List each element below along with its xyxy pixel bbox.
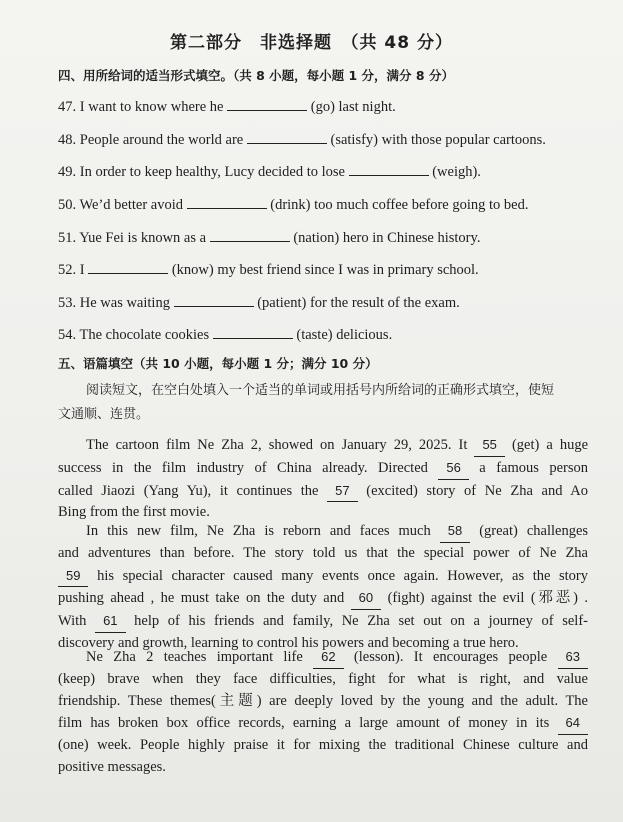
question-48 [58,131,546,149]
question-hint: (drink) too much coffee before going to bed. [270,197,529,213]
answer-blank[interactable] [88,261,168,274]
line-text: help of his friends and family, Ne Zha set out on a journey of self- [134,613,588,630]
passage-line [58,712,588,735]
instruction-line: 阅读短文，在空白处填入一个适当的单词或用括号内所给词的正确形式填空，使短 [86,383,555,398]
answer-blank[interactable] [187,196,267,209]
question-hint: (patient) for the result of the exam. [257,295,460,311]
section-5-header: 五、语篇填空（共 10 小题，每小题 1 分；满分 10 分） [58,356,378,371]
question-hint: (satisfy) with those popular cartoons. [330,132,546,148]
line-text: success in the film industry of China already. Directed [58,459,428,476]
passage-paragraph-3 [58,646,588,779]
line-text: (lesson). It encourages people [353,649,548,665]
answer-blank[interactable] [174,294,254,307]
answer-blank[interactable] [213,326,293,339]
line-text: Ne Zha 2 teaches important life [86,649,303,665]
question-51 [58,229,480,247]
page-title: 第二部分 非选择题 （共 48 分） [170,33,453,53]
question-text: 50. We’d better avoid [58,197,183,213]
line-text: film has broken box office records, earning a large amount of money in its [58,715,550,732]
passage-line [58,565,588,588]
question-54 [58,326,392,344]
line-text: his special character caused many events once again. However, as the story [97,567,589,584]
blank-61[interactable]: 61 [95,610,125,633]
question-49 [58,163,481,181]
passage-line [58,520,588,543]
blank-64[interactable]: 64 [558,712,588,735]
question-hint: (know) my best friend since I was in primary school. [171,262,479,278]
blank-62[interactable]: 62 [313,646,343,669]
passage-line: and adventures than before. The story told us that the special power of Ne Zha [58,544,588,561]
question-text: 49. In order to keep healthy, Lucy decided to lose [58,164,345,180]
line-text: called Jiaozi (Yang Yu), it continues the [58,482,319,499]
line-text: (great) challenges [479,523,589,539]
passage-line: (one) week. People highly praise it for mixing the traditional Chinese culture and [58,737,588,754]
question-text: 52. I [58,262,85,278]
instruction-line: 文通顺、连贯。 [58,407,150,422]
answer-blank[interactable] [247,131,327,144]
answer-blank[interactable] [227,98,307,111]
blank-57[interactable]: 57 [327,480,357,503]
question-52 [58,261,479,279]
question-text: 51. Yue Fei is known as a [58,230,207,246]
passage-paragraph-1 [58,434,588,524]
question-hint: (go) last night. [310,99,396,115]
question-53 [58,294,460,312]
question-50 [58,196,528,214]
blank-56[interactable]: 56 [438,457,468,480]
question-hint: (taste) delicious. [296,327,393,343]
blank-58[interactable]: 58 [440,520,470,543]
passage-line [58,457,588,480]
section-5-instruction [58,379,588,427]
line-text: (get) a huge [511,437,589,453]
question-hint: (nation) hero in Chinese history. [293,230,481,246]
question-hint: (weigh). [432,164,481,180]
line-text: (excited) story of Ne Zha and Ao [366,482,589,499]
passage-line: friendship. These themes(主题) are deeply loved by the young and the adult. The [58,692,588,709]
blank-55[interactable]: 55 [474,434,504,457]
section-4-header: 四、用所给词的适当形式填空。（共 8 小题，每小题 1 分，满分 8 分） [58,68,454,83]
line-text: With [58,613,87,630]
passage-line [58,480,588,503]
line-text: a famous person [479,459,589,476]
passage-line [58,434,588,457]
passage-line: Bing from the first movie. [58,504,210,521]
question-47 [58,98,396,116]
question-text: 48. People around the world are [58,132,244,148]
line-text: The cartoon film Ne Zha 2, showed on January 29, 2025. It [86,437,468,453]
passage-line: positive messages. [58,758,166,775]
passage-line [58,610,588,633]
line-text: pushing ahead , he must take on the duty and [58,590,345,607]
passage-paragraph-2 [58,520,588,655]
blank-59[interactable]: 59 [58,565,88,588]
passage-line: discovery and growth, learning to control his powers and becoming a true hero. [58,634,519,651]
question-text: 54. The chocolate cookies [58,327,210,343]
question-text: 53. He was waiting [58,295,170,311]
blank-63[interactable]: 63 [558,646,588,669]
question-text: 47. I want to know where he [58,99,224,115]
passage-line [58,646,588,669]
blank-60[interactable]: 60 [351,587,381,610]
line-text: In this new film, Ne Zha is reborn and faces much [86,523,431,539]
passage-line [58,587,588,610]
answer-blank[interactable] [210,229,290,242]
answer-blank[interactable] [349,163,429,176]
line-text: (fight) against the evil (邪恶) . [387,590,589,607]
passage-line: (keep) brave when they face difficulties, fight for what is right, and value [58,670,588,687]
